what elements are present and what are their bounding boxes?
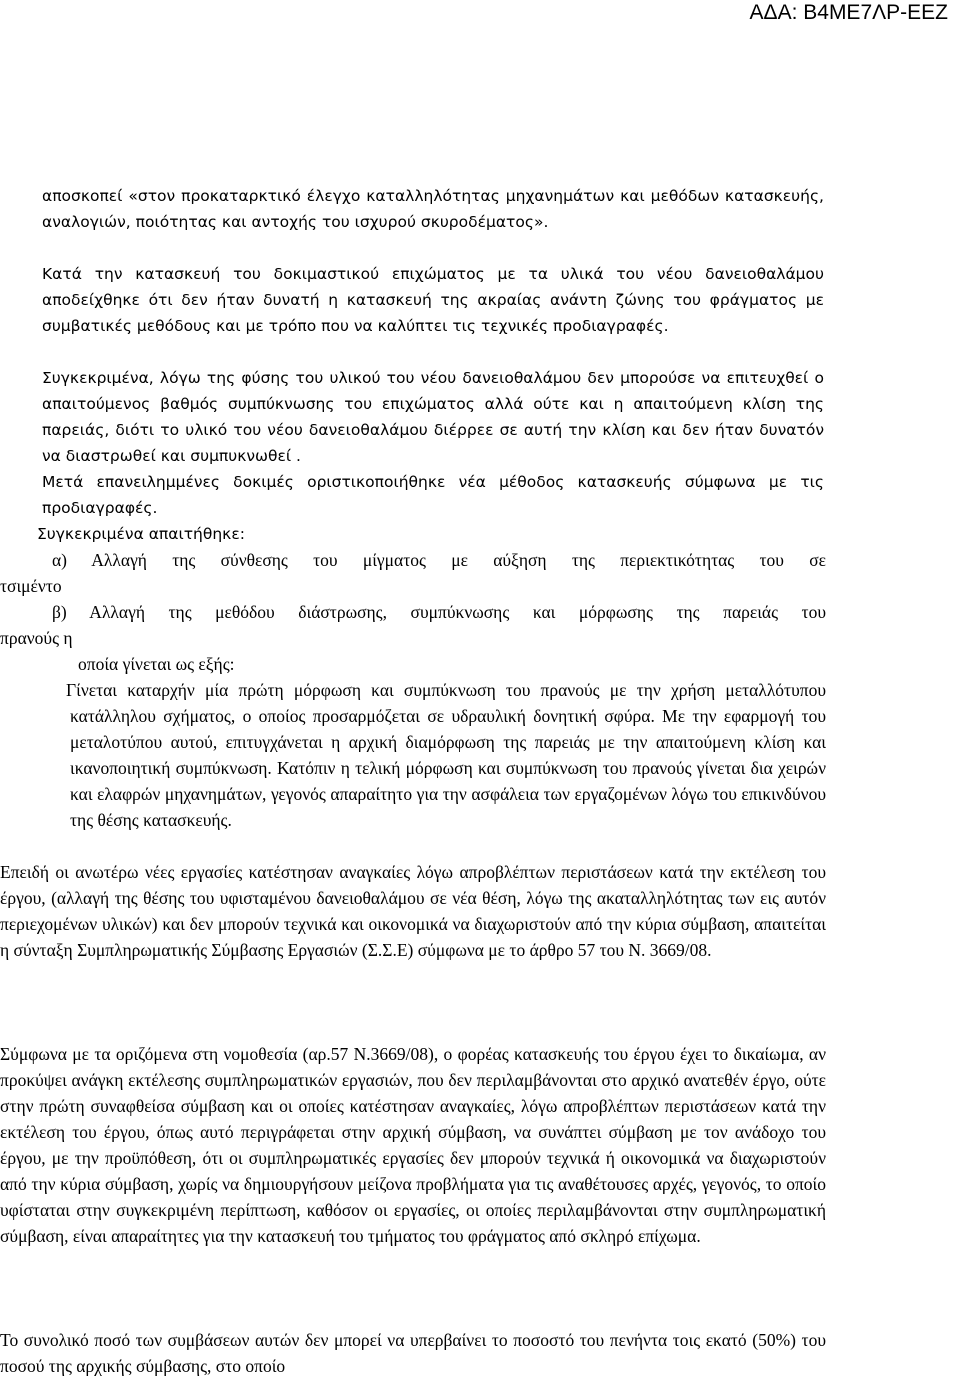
paragraph-intro: αποσκοπεί «στον προκαταρκτικό έλεγχο καταλληλότητας μηχανημάτων και μεθόδων κατασκευής, αναλογιών, ποιότητας και αντοχής του ισχυρού σκυροδέματος». <box>42 187 824 231</box>
paragraph-total-amount: Το συνολικό ποσό των συμβάσεων αυτών δεν μπορεί να υπερβαίνει το ποσοστό του πενήντα τοις εκατό (50%) του ποσού της αρχικής σύμβασης, στο οποίο <box>0 1330 826 1376</box>
paragraph-legislation: Σύμφωνα με τα οριζόμενα στη νομοθεσία (αρ.57 Ν.3669/08), ο φορέας κατασκευής του έργου έχει το δικαίωμα, αν προκύψει ανάγκη εκτέλεσης συμπληρωματικών εργασιών, που δεν περιλαμβάνονται στο αρχικό ανατεθέν έργο, ούτε στην πρώτη συναφθείσα σύμβαση και οι οποίες κατέστησαν αναγκαίες, λόγω απροβλέπτων περιστάσεων κατά την εκτέλεση του έργου, όπως αυτό περιγράφεται στην αρχική σύμβαση, να συνάπτει σύμβαση με τον ανάδοχο του έργου, με την προϋπόθεση, ότι οι συμπληρωματικές εργασίες δεν μπορούν τεχνικά ή οικονομικά να διαχωριστούν από την κύρια σύμβαση, χωρίς να δημιουργήσουν μείζονα προβλήματα για τις αναθέτουσες αρχές, γεγονός, το οποίο υφίσταται στην συγκεκριμένη περίπτωση, καθόσον οι εργασίες, οι οποίες περιλαμβάνονται στην συμπληρωματική σύμβαση, είναι απαραίτητες για την κατασκευή του τμήματος του φράγματος από σκληρό επίχωμα. <box>0 1044 826 1246</box>
paragraph-new-method: Μετά επανειλημμένες δοκιμές οριστικοποιήθηκε νέα μέθοδος κατασκευής σύμφωνα με τις προδιαγραφές. <box>42 473 824 517</box>
paragraph-specifically: Συγκεκριμένα, λόγω της φύσης του υλικού του νέου δανειοθαλάμου δεν μπορούσε να επιτευχθεί ο απαιτούμενος βαθμός συμπύκνωσης του επιχώματος αλλά ούτε και η απαιτούμενη κλίση της παρειάς, διότι το υλικό του νέου δανειοθαλάμου διέρρεε σε αυτή την κλίση και δεν ήταν δυνατόν να διαστρωθεί και συμπυκνωθεί . <box>42 369 824 465</box>
ada-code: ΑΔΑ: Β4ΜΕ7ΛΡ-ΕΕΖ <box>749 1 948 24</box>
item-a <box>0 547 826 599</box>
item-b-line3: οποία γίνεται ως εξής: <box>78 654 235 674</box>
item-b-line2: πρανούς η <box>0 628 73 648</box>
paragraph-test-embankment: Κατά την κατασκευή του δοκιμαστικού επιχώματος με τα υλικά του νέου δανειοθαλάμου αποδείχθηκε ότι δεν ήταν δυνατή η κατασκευή της ακραίας ανάντη ζώνης του φράγματος με συμβατικές μεθόδους και με τρόπο που να καλύπτει τις τεχνικές προδιαγραφές. <box>42 265 824 335</box>
paragraph-reason: Επειδή οι ανωτέρω νέες εργασίες κατέστησαν αναγκαίες λόγω απροβλέπτων περιστάσεων κατά την εκτέλεση του έργου, (αλλαγή της θέσης του υφισταμένου δανειοθαλάμου σε νέα θέση, λόγω της ακαταλληλότητας των εις αυτόν περιεχομένων υλικών) και δεν μπορούν τεχνικά και οικονομικά να διαχωριστούν από την κύρια σύμβαση, απαιτείται η σύνταξη Συμπληρωματικής Σύμβασης Εργασιών (Σ.Σ.Ε) σύμφωνα με το άρθρο 57 του Ν. 3669/08. <box>0 862 826 960</box>
item-b <box>0 599 826 677</box>
item-b-line1: β) Αλλαγή της μεθόδου διάστρωσης, συμπύκνωσης και μόρφωσης της παρειάς του <box>52 602 826 622</box>
paragraph-method-description: Γίνεται καταρχήν μία πρώτη μόρφωση και συμπύκνωση του πρανούς με την χρήση μεταλλότυπου κατάλληλου σχήματος, ο οποίος προσαρμόζεται σε υδραυλική δονητική σφύρα. Με την εφαρμογή του μεταλοτύπου αυτού, επιτυγχάνεται η αρχική διαμόρφωση της παρειάς με την απαιτούμενη κλίση και ικανοποιητική συμπύκνωση. Κατόπιν η τελική μόρφωση και συμπύκνωση του πρανούς γίνεται δια χειρών και ελαφρών μηχανημάτων, γεγονός απαραίτητο για την ασφάλεια των εργαζομένων λόγω του επικινδύνου της θέσης κατασκευής. <box>66 680 826 830</box>
item-a-line2: τσιμέντο <box>0 576 62 596</box>
item-a-line1: α) Αλλαγή της σύνθεσης του μίγματος με αύξηση της περιεκτικότητας του σε <box>52 550 826 570</box>
paragraph-required: Συγκεκριμένα απαιτήθηκε: <box>37 525 245 543</box>
